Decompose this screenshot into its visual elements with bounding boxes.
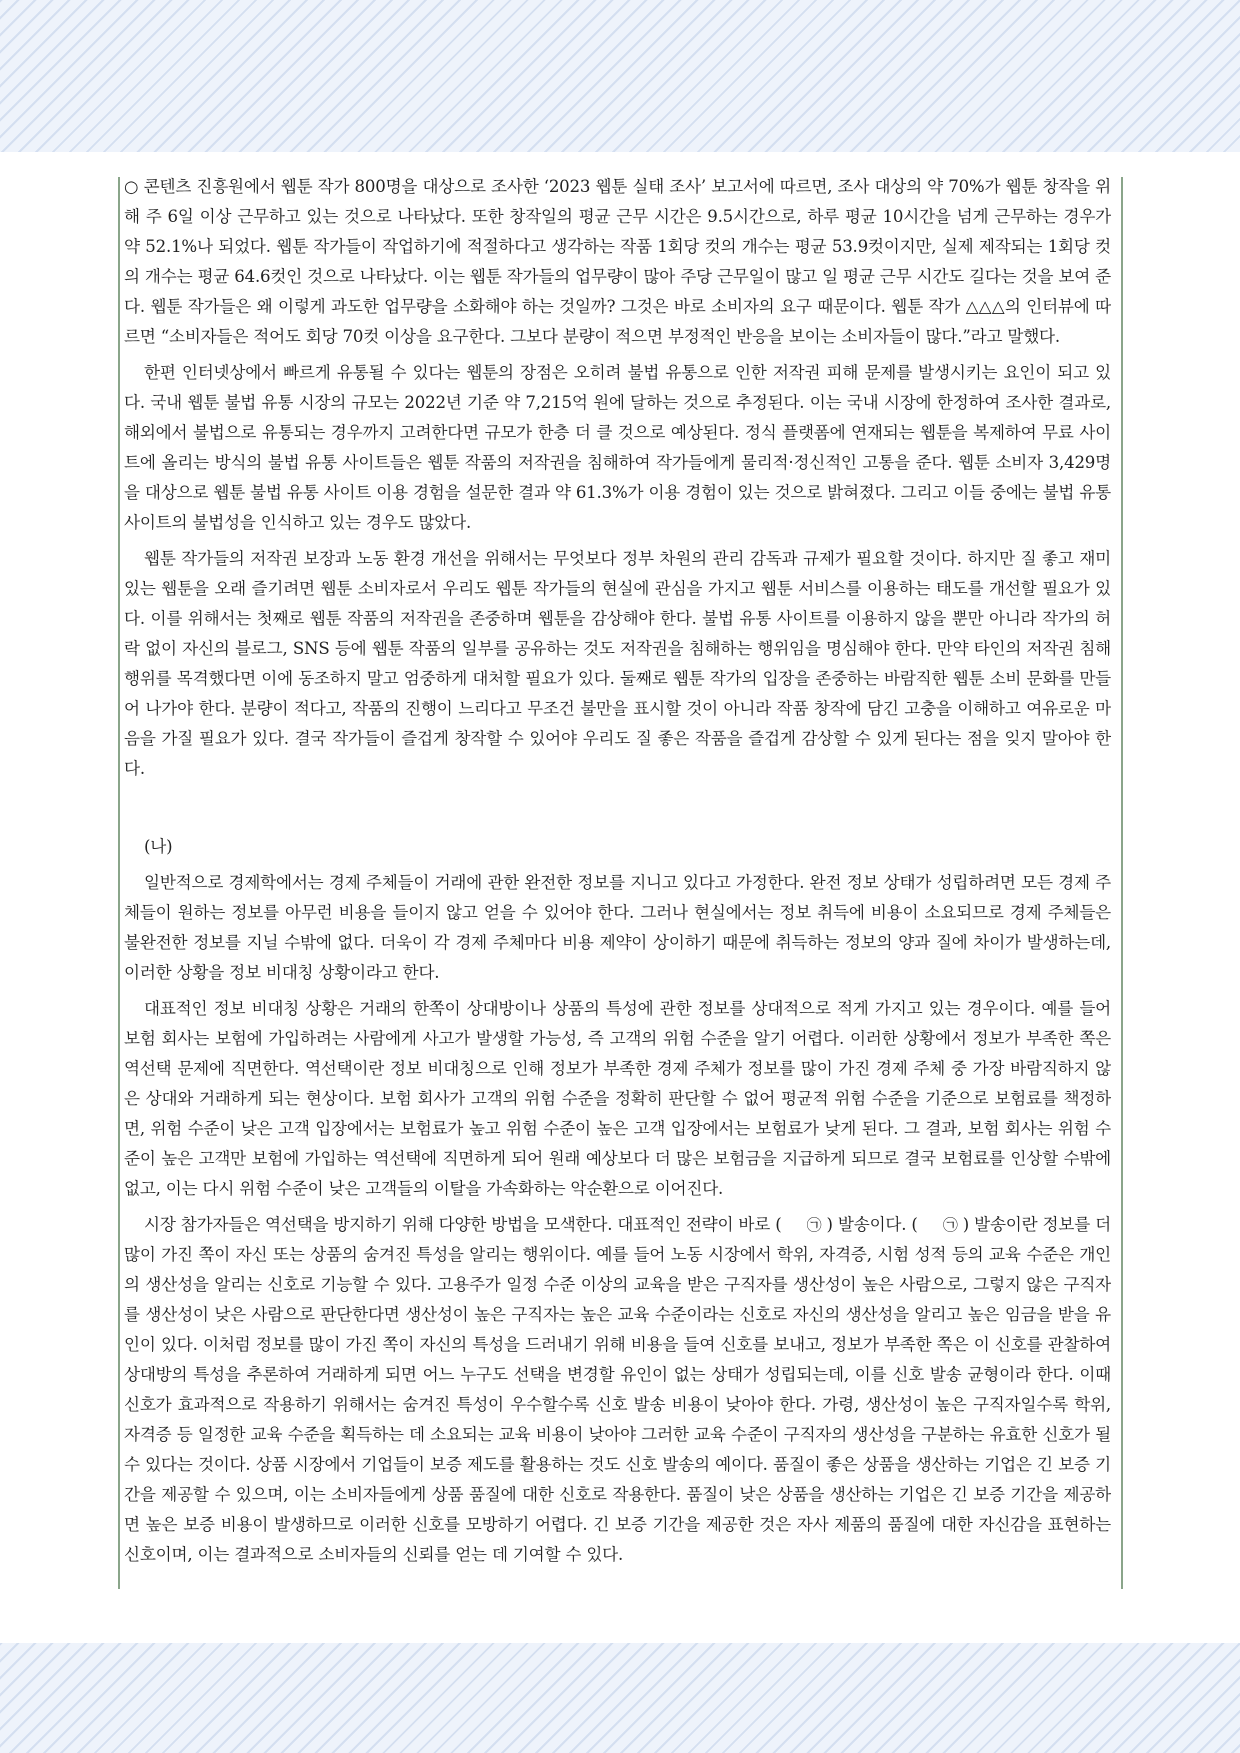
- paragraph-na-3: [124, 1210, 1111, 1570]
- paragraph-ga-3: 웹툰 작가들의 저작권 보장과 노동 환경 개선을 위해서는 무엇보다 정부 차원의 관리 감독과 규제가 필요할 것이다. 하지만 질 좋고 재미있는 웹툰을 오래 즐기려면 웹툰 소비자로서 우리도 웹툰 작가들의 현실에 관심을 가지고 웹툰 서비스를 이용하는 태도를 개선할 필요가 있다. 이를 위해서는 첫째로 웹툰 작품의 저작권을 존중하며 웹툰을 감상해야 한다. 불법 유통 사이트를 이용하지 않을 뿐만 아니라 작가의 허락 없이 자신의 블로그, SNS 등에 웹툰 작품의 일부를 공유하는 것도 저작권을 침해하는 행위임을 명심해야 한다. 만약 타인의 저작권 침해 행위를 목격했다면 이에 동조하지 말고 엄중하게 대처할 필요가 있다. 둘째로 웹툰 작가의 입장을 존중하는 바람직한 웹툰 소비 문화를 만들어 나가야 한다. 분량이 적다고, 작품의 진행이 느리다고 무조건 불만을 표시할 것이 아니라 작품 창작에 담긴 고충을 이해하고 여유로운 마음을 가질 필요가 있다. 결국 작가들이 즐겁게 창작할 수 있어야 우리도 질 좋은 작품을 즐겁게 감상할 수 있게 된다는 점을 잊지 말아야 한다.: [124, 549, 1111, 778]
- section-gap: [124, 790, 1111, 832]
- blank-marker-1: ㉠: [806, 1216, 822, 1234]
- paragraph-na-3-part-3: ) 발송이란 정보를 더 많이 가진 쪽이 자신 또는 상품의 숨겨진 특성을 알리는 행위이다. 예를 들어 노동 시장에서 학위, 자격증, 시험 성적 등의 교육 수준은 개인의 생산성을 알리는 신호로 기능할 수 있다. 고용주가 일정 수준 이상의 교육을 받은 구직자를 생산성이 높은 사람으로, 그렇지 않은 구직자를 생산성이 낮은 사람으로 판단한다면 생산성이 높은 구직자는 높은 교육 수준이라는 신호로 자신의 생산성을 알리고 높은 임금을 받을 유인이 있다. 이처럼 정보를 많이 가진 쪽이 자신의 특성을 드러내기 위해 비용을 들여 신호를 보내고, 정보가 부족한 쪽은 이 신호를 관찰하여 상대방의 특성을 추론하여 거래하게 되면 어느 누구도 선택을 변경할 유인이 없는 상태가 성립되는데, 이를 신호 발송 균형이라 한다. 이때 신호가 효과적으로 작용하기 위해서는 숨겨진 특성이 우수할수록 신호 발송 비용이 낮아야 한다. 가령, 생산성이 높은 구직자일수록 학위, 자격증 등 일정한 교육 수준을 획득하는 데 소요되는 교육 비용이 낮아야 그러한 교육 수준이 구직자의 생산성을 구분하는 유효한 신호가 될 수 있다는 것이다. 상품 시장에서 기업들이 보증 제도를 활용하는 것도 신호 발송의 예이다. 품질이 좋은 상품을 생산하는 기업은 긴 보증 기간을 제공할 수 있으며, 이는 소비자들에게 상품 품질에 대한 신호로 작용한다. 품질이 낮은 상품을 생산하는 기업은 긴 보증 기간을 제공하면 높은 보증 비용이 발생하므로 이러한 신호를 모방하기 어렵다. 긴 보증 기간을 제공한 것은 자사 제품의 품질에 대한 자신감을 표현하는 신호이며, 이는 결과적으로 소비자들의 신뢰를 얻는 데 기여할 수 있다.: [124, 1215, 1111, 1564]
- paragraph-na-3-part-1: 시장 참가자들은 역선택을 방지하기 위해 다양한 방법을 모색한다. 대표적인 전략이 바로 (: [144, 1215, 787, 1234]
- left-border-line: [118, 177, 120, 1589]
- bottom-pattern-band: [0, 1643, 1240, 1753]
- paragraph-na-3-part-2: ) 발송이다. (: [821, 1215, 923, 1234]
- right-border-line: [1121, 177, 1123, 1589]
- paragraph-ga-2: 한편 인터넷상에서 빠르게 유통될 수 있다는 웹툰의 장점은 오히려 불법 유통으로 인한 저작권 피해 문제를 발생시키는 요인이 되고 있다. 국내 웹툰 불법 유통 시장의 규모는 2022년 기준 약 7,215억 원에 달하는 것으로 추정된다. 이는 국내 시장에 한정하여 조사한 결과로, 해외에서 불법으로 유통되는 경우까지 고려한다면 규모가 한층 더 클 것으로 예상된다. 정식 플랫폼에 연재되는 웹툰을 복제하여 무료 사이트에 올리는 방식의 불법 유통 사이트들은 웹툰 작품의 저작권을 침해하여 작가들에게 물리적·정신적인 고통을 준다. 웹툰 소비자 3,429명을 대상으로 웹툰 불법 유통 사이트 이용 경험을 설문한 결과 약 61.3%가 이용 경험이 있는 것으로 밝혀졌다. 그리고 이들 중에는 불법 유통 사이트의 불법성을 인식하고 있는 경우도 많았다.: [124, 363, 1111, 532]
- paragraph-na-2: 대표적인 정보 비대칭 상황은 거래의 한쪽이 상대방이나 상품의 특성에 관한 정보를 상대적으로 적게 가지고 있는 경우이다. 예를 들어 보험 회사는 보험에 가입하려는 사람에게 사고가 발생할 가능성, 즉 고객의 위험 수준을 알기 어렵다. 이러한 상황에서 정보가 부족한 쪽은 역선택 문제에 직면한다. 역선택이란 정보 비대칭으로 인해 정보가 부족한 경제 주체가 정보를 많이 가진 경제 주체 중 가장 바람직하지 않은 상대와 거래하게 되는 현상이다. 보험 회사가 고객의 위험 수준을 정확히 판단할 수 없어 평균적 위험 수준을 기준으로 보험료를 책정하면, 위험 수준이 낮은 고객 입장에서는 보험료가 높고 위험 수준이 높은 고객 입장에서는 보험료가 낮게 된다. 그 결과, 보험 회사는 위험 수준이 높은 고객만 보험에 가입하는 역선택에 직면하게 되어 원래 예상보다 더 많은 보험금을 지급하게 되므로 결국 보험료를 인상할 수밖에 없고, 이는 다시 위험 수준이 낮은 고객들의 이탈을 가속화하는 악순환으로 이어진다.: [124, 999, 1111, 1198]
- paragraph-na-1: 일반적으로 경제학에서는 경제 주체들이 거래에 관한 완전한 정보를 지니고 있다고 가정한다. 완전 정보 상태가 성립하려면 모든 경제 주체들이 원하는 정보를 아무런 비용을 들이지 않고 얻을 수 있어야 한다. 그러나 현실에서는 정보 취득에 비용이 소요되므로 경제 주체들은 불완전한 정보를 지닐 수밖에 없다. 더욱이 각 경제 주체마다 비용 제약이 상이하기 때문에 취득하는 정보의 양과 질에 차이가 발생하는데, 이러한 상황을 정보 비대칭 상황이라고 한다.: [124, 873, 1111, 982]
- document-body: [124, 172, 1111, 1576]
- top-pattern-band: [0, 0, 1240, 152]
- paragraph-ga-1: ○ 콘텐츠 진흥원에서 웹툰 작가 800명을 대상으로 조사한 ‘2023 웹툰 실태 조사’ 보고서에 따르면, 조사 대상의 약 70%가 웹툰 창작을 위해 주 6일 이상 근무하고 있는 것으로 나타났다. 또한 창작일의 평균 근무 시간은 9.5시간으로, 하루 평균 10시간을 넘게 근무하는 경우가 약 52.1%나 되었다. 웹툰 작가들이 작업하기에 적절하다고 생각하는 작품 1회당 컷의 개수는 평균 53.9컷이지만, 실제 제작되는 1회당 컷의 개수는 평균 64.6컷인 것으로 나타났다. 이는 웹툰 작가들의 업무량이 많아 주당 근무일이 많고 일 평균 근무 시간도 길다는 것을 보여 준다. 웹툰 작가들은 왜 이렇게 과도한 업무량을 소화해야 하는 것일까? 그것은 바로 소비자의 요구 때문이다. 웹툰 작가 △△△의 인터뷰에 따르면 “소비자들은 적어도 회당 70컷 이상을 요구한다. 그보다 분량이 적으면 부정적인 반응을 보이는 소비자들이 많다.”라고 말했다.: [124, 177, 1111, 346]
- blank-marker-2: ㉠: [942, 1216, 958, 1234]
- section-label-na: (나): [144, 837, 173, 856]
